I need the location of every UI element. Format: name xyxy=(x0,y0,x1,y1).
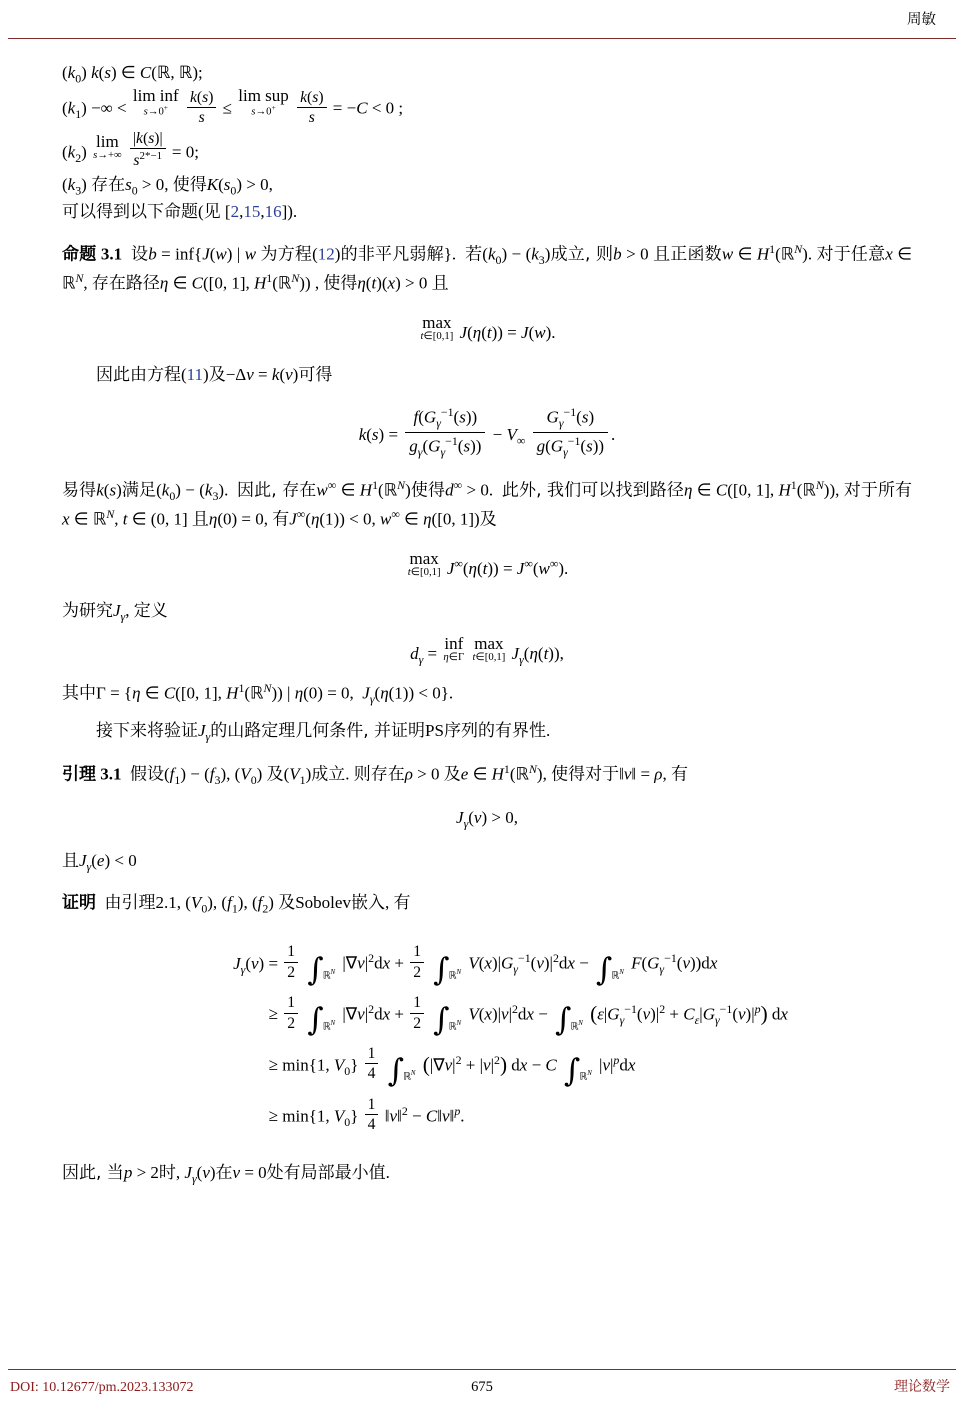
proposition-number: 3.1 xyxy=(100,244,123,264)
footer-page-number: 675 xyxy=(471,1379,493,1395)
header-divider xyxy=(8,38,956,39)
equation-max-J: max t∈[0,1] J(η(t)) = J(w). xyxy=(420,312,556,342)
proof-line-4: ≥ min{1, $V_0$} $\frac{1}{4}$ ‖v‖$^2$ − C‖v‖$^p$. xyxy=(268,1095,465,1134)
equation-k-s: k(s) = $\frac{f(G_\gamma^{-1}(s))}{g_\gamma(G_\gamma^{-1}(s))}$ − $V_\infty$ $\frac{G_\gamma^{-1}(s)}{g(G_\gamma^{-1}(s))}$ . xyxy=(358,405,616,459)
eq-ref-12[interactable]: 12 xyxy=(317,244,335,264)
paragraph-3: 为研究$J_\gamma$, 定义 xyxy=(62,600,168,624)
lemma-after: 且$J_\gamma(e) < 0$ xyxy=(62,851,137,874)
proof-line-1: $J_\gamma(v)$ = $\frac{1}{2}$ ∫ℝ$^N$ $|\nabla v|^2dx$ + $\frac{1}{2}$ ∫ℝ$^N$ $V(x)|G_\gamma^{-1}(v)|^2dx$ − ∫ℝ$^N$ $F(G_\gamma^{-1}(v))dx$ xyxy=(233,943,718,988)
lemma-block: 引理 3.1 假设$(f_1) - (f_3)$, $(V_0)$ 及$(V_1)$成立. 则存在ρ > 0 及e ∈ $H^1(ℝ^N)$, 使得对于‖v‖ = ρ, 有 xyxy=(62,761,688,787)
equation-max-Jinf: max t∈[0,1] J∞(η(t)) = J∞(w∞). xyxy=(407,548,569,579)
proposition-block: 命题 3.1 设b = inf{J(w) | w 为方程(12)的非平凡弱解}. 若$(k_0) - (k_3)$成立, 则b > 0 且正函数w ∈ $H^1(ℝ^N)$. 对于任意x ∈ ℝ$^N$, 存在路径η ∈ C([0, 1], $H^1(ℝ^N)$) , 使得η(t)(x) > 0 且 xyxy=(62,242,913,294)
proof-conclusion: 因此, 当p > 2时, $J_\gamma(v)$在v = 0处有局部最小值. xyxy=(62,1163,390,1186)
lemma-number: 3.1 xyxy=(100,764,122,784)
paragraph-2: 易得k(s)满足$(k_0) - (k_3)$. 因此, 存在w∞ ∈ $H^1(ℝ^N)$使得d∞ > 0. 此外, 我们可以找到路径η ∈ C([0, 1], $H^1(ℝ^N)$), 对于所有x ∈ ℝ$^N$, t ∈ (0, 1] 且η(0) = 0, 有J∞(η(1)) < 0, w∞ ∈ η([0, 1])及 xyxy=(62,478,913,531)
eq-ref-11[interactable]: 11 xyxy=(186,364,204,384)
condition-k1: $(k_1)$ −∞ < lim inf s→0+ $\frac{k(s)}{s}$ ≤ lim sup s→0+ $\frac{k(s)}{s}$ = −C < 0 ; xyxy=(62,86,404,127)
proof-block: 证明 由引理2.1, $(V_0)$, $(f_1)$, $(f_2)$ 及Sobolev嵌入, 有 xyxy=(62,892,411,916)
conditions-lead: 可以得到以下命题(见 [2,15,16]). xyxy=(62,202,298,223)
equation-lemma: $J_\gamma(v) > 0$, xyxy=(456,807,518,831)
footer-divider xyxy=(8,1369,956,1370)
paragraph-1: 因此由方程(11)及−Δv = k(v)可得 xyxy=(96,364,333,385)
paragraph-5: 接下来将验证$J_\gamma$的山路定理几何条件, 并证明PS序列的有界性. xyxy=(96,721,551,744)
proof-label: 证明 xyxy=(62,892,96,913)
condition-k0: $(k_0)$ k(s) ∈ C(ℝ, ℝ); xyxy=(62,63,203,86)
condition-k3: $(k_3)$ 存在$s_0 > 0$, 使得$K(s_0) > 0$, xyxy=(62,174,273,198)
equation-proof-chain xyxy=(62,933,912,1144)
condition-k2: $(k_2)$ lim s→+∞ $\frac{|k(s)|}{s^{2*-1}}$ = 0; xyxy=(62,129,199,170)
footer-doi[interactable]: DOI: 10.12677/pm.2023.133072 xyxy=(10,1380,194,1395)
page-header xyxy=(0,0,964,40)
lemma-label: 引理 xyxy=(62,764,96,785)
proof-line-3: ≥ min{1, $V_0$} $\frac{1}{4}$ ∫ℝ$^N$ $(|\nabla v|^2 + |v|^2)$ dx − C ∫ℝ$^N$ $|v|^pdx$ xyxy=(268,1044,636,1090)
equation-d-gamma: $d_\gamma$ = inf η∈Γ max t∈[0,1] $J_\gamma(\eta(t))$, xyxy=(410,634,564,667)
footer-journal: 理论数学 xyxy=(894,1380,950,1395)
page-content xyxy=(62,60,912,1188)
paragraph-4: 其中Γ = {η ∈ C([0, 1], $H^1(ℝ^N)$) | η(0) = 0, $J_\gamma(\eta(1)) < 0$}. xyxy=(62,681,454,707)
header-author: 周敏 xyxy=(907,12,936,28)
proposition-label: 命题 xyxy=(62,244,97,265)
proof-line-2: ≥ $\frac{1}{2}$ ∫ℝ$^N$ $|\nabla v|^2dx$ + $\frac{1}{2}$ ∫ℝ$^N$ $V(x)|v|^2dx$ − ∫ℝ$^N$ $(\varepsilon|G_\gamma^{-1}(v)|^2 + C_\varepsilon|G_\gamma^{-1}(v)|^p)$ dx xyxy=(268,994,788,1039)
page-footer xyxy=(0,1366,964,1414)
